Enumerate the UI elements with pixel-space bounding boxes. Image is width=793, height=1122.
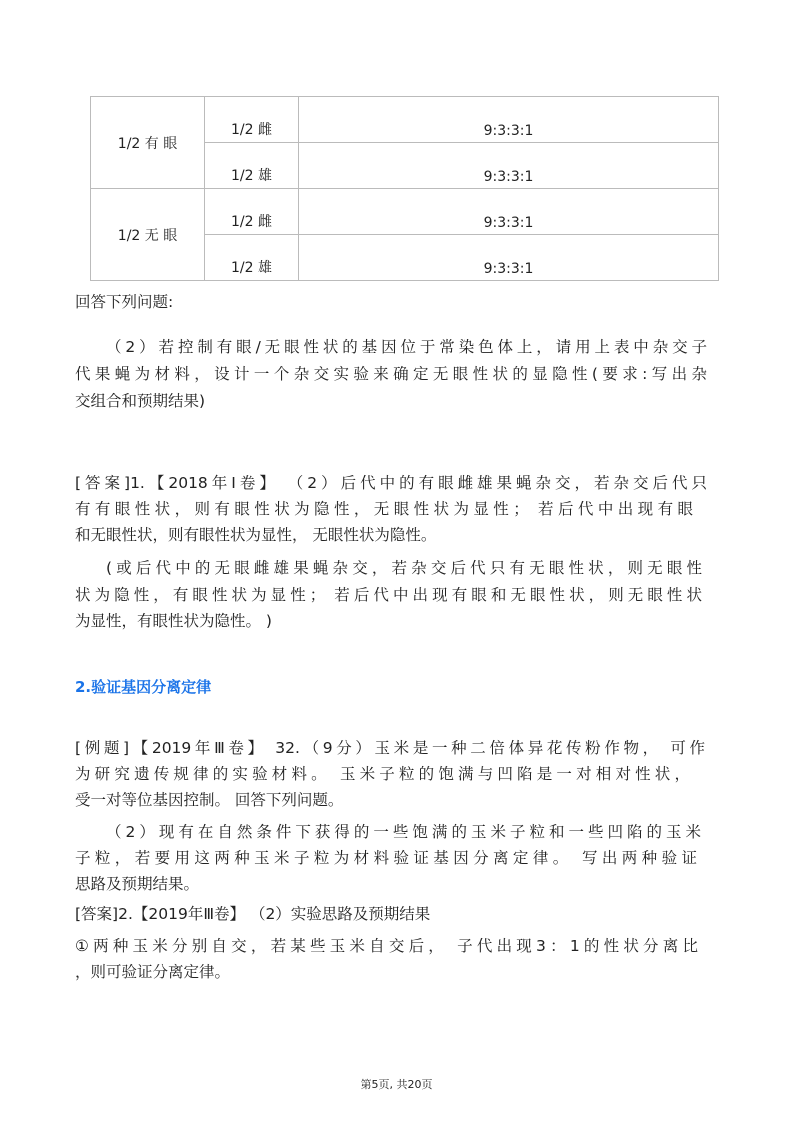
text-line: (或后代中的无眼雌雄果蝇杂交，若杂交后代只有无眼性状，则无眼性 (106, 559, 702, 577)
text-line: [例题]【2019年Ⅲ卷】 32.（9分）玉米是一种二倍体异花传粉作物， 可作 (75, 739, 705, 757)
sex-cell: 1/2 雌 (205, 189, 299, 235)
text-line: 有有眼性状，则有眼性状为隐性，无眼性状为显性； 若后代中出现有眼 (75, 500, 693, 518)
table-row (91, 189, 719, 235)
text-line: [答案]1.【2018年Ⅰ卷】 （2）后代中的有眼雌雄果蝇杂交，若杂交后代只 (75, 474, 707, 492)
sex-cell: 1/2 雄 (205, 235, 299, 281)
group-cell: 1/2 无 眼 (91, 189, 205, 281)
section-heading: 2.验证基因分离定律 (75, 678, 212, 696)
group-cell: 1/2 有 眼 (91, 97, 205, 189)
table-row (91, 97, 719, 143)
text-line: [答案]2.【2019年Ⅲ卷】 （2）实验思路及预期结果 (75, 905, 431, 923)
question-intro: 回答下列问题: (75, 293, 174, 311)
text-line: 和无眼性状，则有眼性状为显性， 无眼性状为隐性。 (75, 526, 437, 544)
text-line: 子粒，若要用这两种玉米子粒为材料验证基因分离定律。 写出两种验证 (75, 849, 697, 867)
sex-cell: 1/2 雄 (205, 143, 299, 189)
ratio-cell: 9:3:3:1 (299, 235, 719, 281)
text-line: 为研究遗传规律的实验材料。 玉米子粒的饱满与凹陷是一对相对性状， (75, 765, 690, 783)
ratio-cell: 9:3:3:1 (299, 97, 719, 143)
text-line: 状为隐性，有眼性状为显性； 若后代中出现有眼和无眼性状，则无眼性状 (75, 586, 702, 604)
text-line: ，则可验证分离定律。 (75, 963, 231, 981)
text-line: （2）若控制有眼/无眼性状的基因位于常染色体上，请用上表中杂交子 (106, 338, 707, 356)
text-line: 交组合和预期结果) (75, 392, 206, 410)
ratio-cell: 9:3:3:1 (299, 143, 719, 189)
text-line: 受一对等位基因控制。 回答下列问题。 (75, 791, 344, 809)
text-line: 思路及预期结果。 (75, 875, 200, 893)
text-line: 为显性，有眼性状为隐性。 ) (75, 612, 272, 630)
page-footer: 第5页, 共20页 (360, 1078, 433, 1091)
sex-cell: 1/2 雌 (205, 97, 299, 143)
text-line: 代果蝇为材料，设计一个杂交实验来确定无眼性状的显隐性(要求:写出杂 (75, 365, 707, 383)
text-line: ①两种玉米分别自交，若某些玉米自交后， 子代出现3：1的性状分离比 (75, 937, 698, 955)
ratio-cell: 9:3:3:1 (299, 189, 719, 235)
results-table (90, 96, 719, 281)
text-line: （2）现有在自然条件下获得的一些饱满的玉米子粒和一些凹陷的玉米 (106, 823, 701, 841)
